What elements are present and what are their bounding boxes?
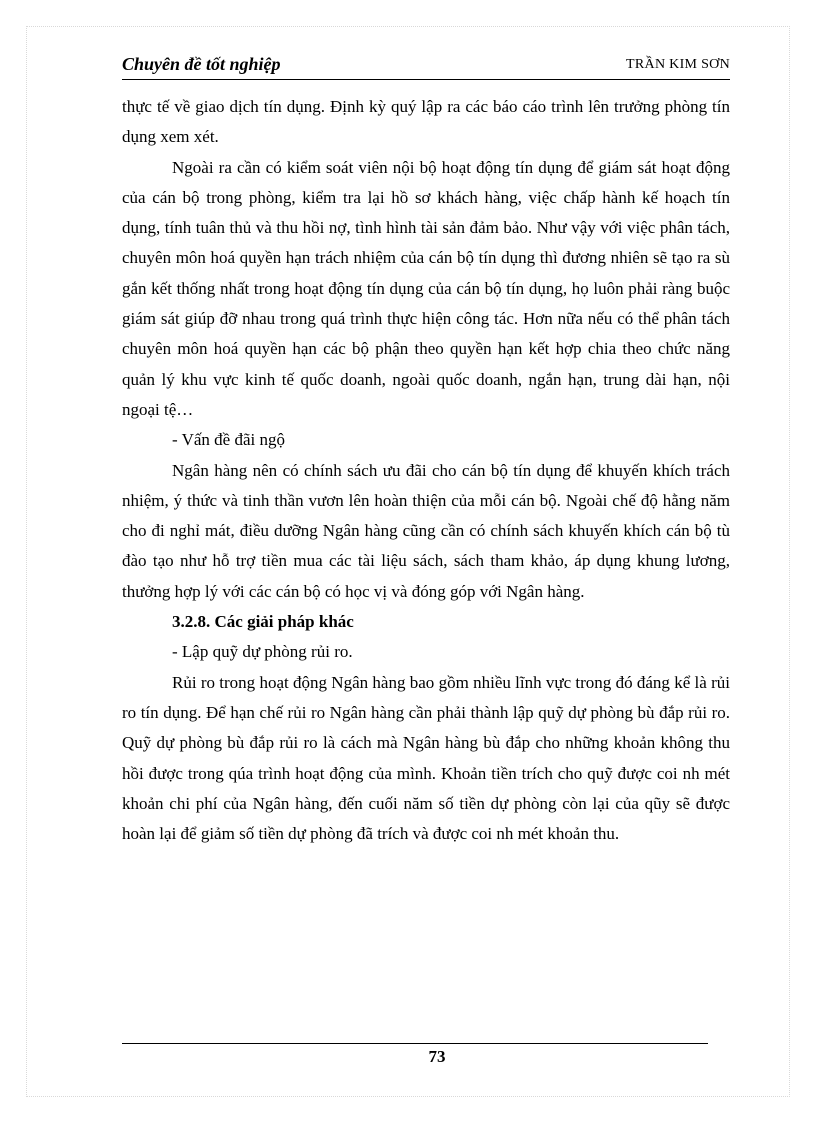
section-heading: 3.2.8. Các giải pháp khác	[172, 612, 354, 632]
bullet-compensation: - Vấn đề đãi ngộ	[172, 430, 285, 450]
page-header	[122, 54, 730, 78]
paragraph-continuation: thực tế về giao dịch tín dụng. Định kỳ quý lập ra các báo cáo trình lên trưởng phòng tín dụng xem xét.	[122, 97, 730, 147]
page-number: 73	[428, 1047, 446, 1066]
bullet-reserve-fund: - Lập quỹ dự phòng rủi ro.	[172, 642, 353, 662]
header-title: Chuyên đề tốt nghiệp	[122, 54, 281, 74]
paragraph-reserve-fund: Rủi ro trong hoạt động Ngân hàng bao gồm nhiều lĩnh vực trong đó đáng kể là rủi ro tín dụng. Để hạn chế rủi ro Ngân hàng cần phải thành lập quỹ dự phòng bù đắp rủi ro. Quỹ dự phòng bù đắp rủi ro là cách mà Ngân hàng bù đắp cho những khoản không thu hồi được trong qúa trình hoạt động của mình. Khoản tiền trích cho quỹ được coi nh mét khoản chi phí của Ngân hàng, đến cuối năm số tiền dự phòng còn lại của qũy sẽ được hoàn lại để giảm số tiền dự phòng đã trích và được coi nh mét khoản thu.	[122, 672, 730, 844]
footer-divider	[122, 1043, 708, 1044]
header-divider	[122, 79, 730, 80]
paragraph-compensation: Ngân hàng nên có chính sách ưu đãi cho cán bộ tín dụng để khuyến khích trách nhiệm, ý thức và tinh thần vươn lên hoàn thiện của mỗi cán bộ. Ngoài chế độ hằng năm cho đi nghỉ mát, điều dưỡng Ngân hàng cũng cần có chính sách khuyến khích cán bộ tù đào tạo như hỗ trợ tiền mua các tài liệu sách, sách tham khảo, áp dụng khung lương, thưởng hợp lý với các cán bộ có học vị và đóng góp với Ngân hàng.	[122, 460, 730, 601]
paragraph-internal-control: Ngoài ra cần có kiểm soát viên nội bộ hoạt động tín dụng để giám sát hoạt động của cán bộ trong phòng, kiểm tra lại hồ sơ khách hàng, việc chấp hành kế hoạch tín dụng, tính tuân thủ và thu hồi nợ, tình hình tài sản đảm bảo. Như vậy với việc phân tách, chuyên môn hoá quyền hạn trách nhiệm của cán bộ tín dụng thì đương nhiên sẽ tạo ra sù gắn kết thống nhất trong hoạt động tín dụng của cán bộ tín dụng, họ luôn phải ràng buộc giám sát giúp đỡ nhau trong quá trình thực hiện công tác. Hơn nữa nếu có thể phân tách chuyên môn hoá quyền hạn các bộ phận theo quyền hạn kết hợp chia theo chức năng quản lý khu vực kinh tế quốc doanh, ngoài quốc doanh, ngắn hạn, trung dài hạn, nội ngoại tệ…	[122, 157, 730, 419]
header-author: TRẦN KIM SƠN	[626, 57, 730, 72]
document-body	[122, 92, 730, 849]
